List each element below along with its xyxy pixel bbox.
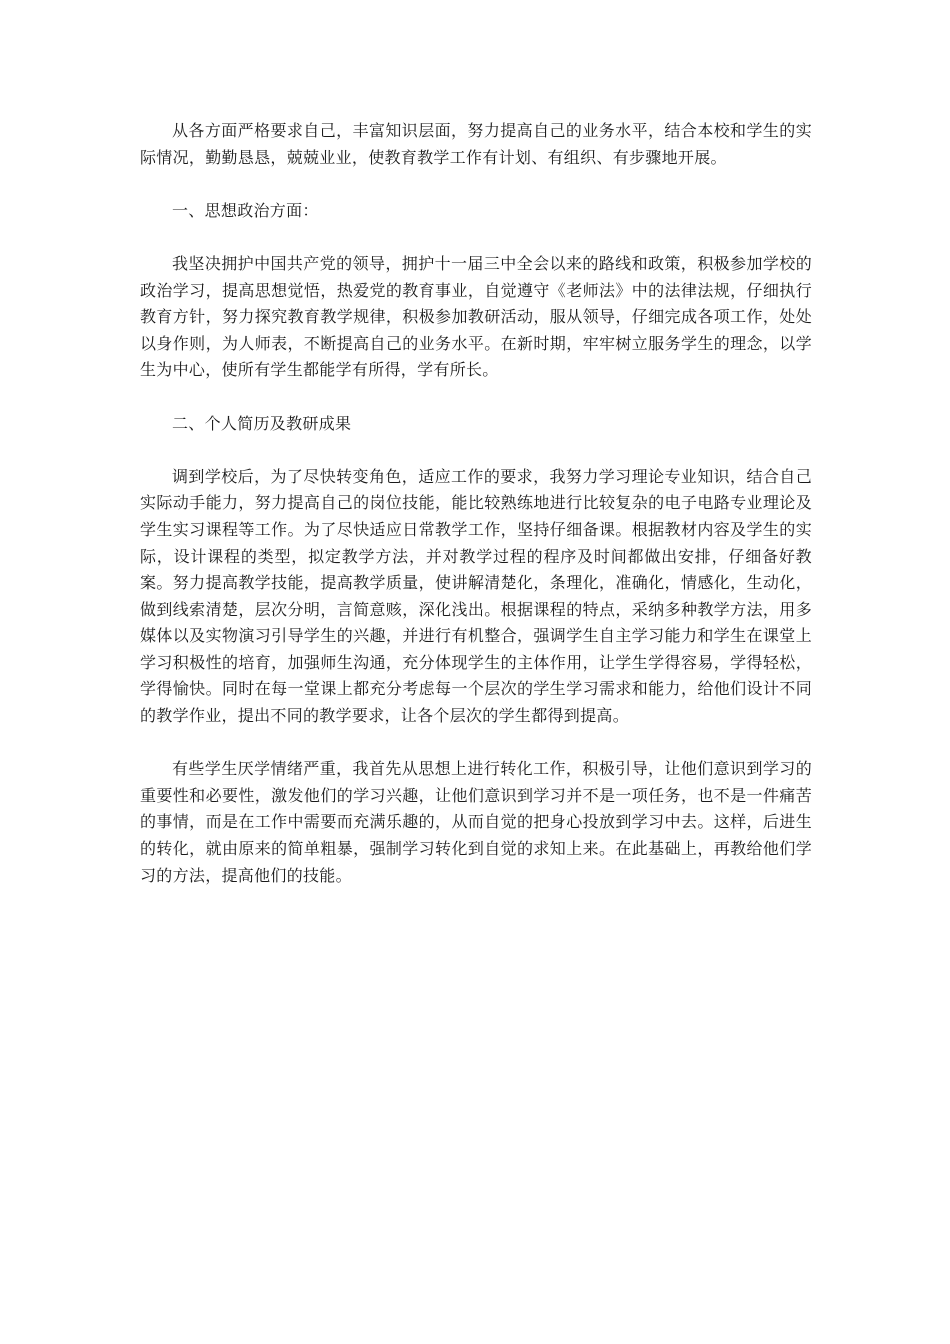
students-paragraph: 有些学生厌学情绪严重，我首先从思想上进行转化工作，积极引导，让他们意识到学习的重要性和必要性，激发他们的学习兴趣，让他们意识到学习并不是一项任务，也不是一件痛苦的事情，而是在工作中需要而充满乐趣的，从而自觉的把身心投放到学习中去。这样，后进生的转化，就由原来的简单粗暴，强制学习转化到自觉的求知上来。在此基础上，再教给他们学习的方法，提高他们的技能。 [140,759,812,885]
section-heading-resume: 二、个人简历及教研成果 [172,413,352,433]
document-body [140,118,812,916]
intro-paragraph: 从各方面严格要求自己，丰富知识层面，努力提高自己的业务水平，结合本校和学生的实际情况，勤勤恳恳，兢兢业业，使教育教学工作有计划、有组织、有步骤地开展。 [140,121,812,167]
politics-paragraph: 我坚决拥护中国共产党的领导，拥护十一届三中全会以来的路线和政策，积极参加学校的政治学习，提高思想觉悟，热爱党的教育事业，自觉遵守《老师法》中的法律法规，仔细执行教育方针，努力探究教育教学规律，积极参加教研活动，服从领导，仔细完成各项工作，处处以身作则，为人师表，不断提高自己的业务水平。在新时期，牢牢树立服务学生的理念，以学生为中心，使所有学生都能学有所得，学有所长。 [140,253,812,380]
resume-paragraph: 调到学校后，为了尽快转变角色，适应工作的要求，我努力学习理论专业知识，结合自己实际动手能力，努力提高自己的岗位技能，能比较熟练地进行比较复杂的电子电路专业理论及学生实习课程等工作。为了尽快适应日常教学工作，坚持仔细备课。根据教材内容及学生的实际，设计课程的类型，拟定教学方法，并对教学过程的程序及时间都做出安排，仔细备好教案。努力提高教学技能，提高教学质量，使讲解清楚化，条理化，准确化，情感化，生动化，做到线索清楚，层次分明，言简意赅，深化浅出。根据课程的特点，采纳多种教学方法，用多媒体以及实物演习引导学生的兴趣，并进行有机整合，强调学生自主学习能力和学生在课堂上学习积极性的培育，加强师生沟通，充分体现学生的主体作用，让学生学得容易，学得轻松，学得愉快。同时在每一堂课上都充分考虑每一个层次的学生学习需求和能力，给他们设计不同的教学作业，提出不同的教学要求，让各个层次的学生都得到提高。 [140,466,812,726]
section-heading-politics: 一、思想政治方面： [172,200,319,220]
